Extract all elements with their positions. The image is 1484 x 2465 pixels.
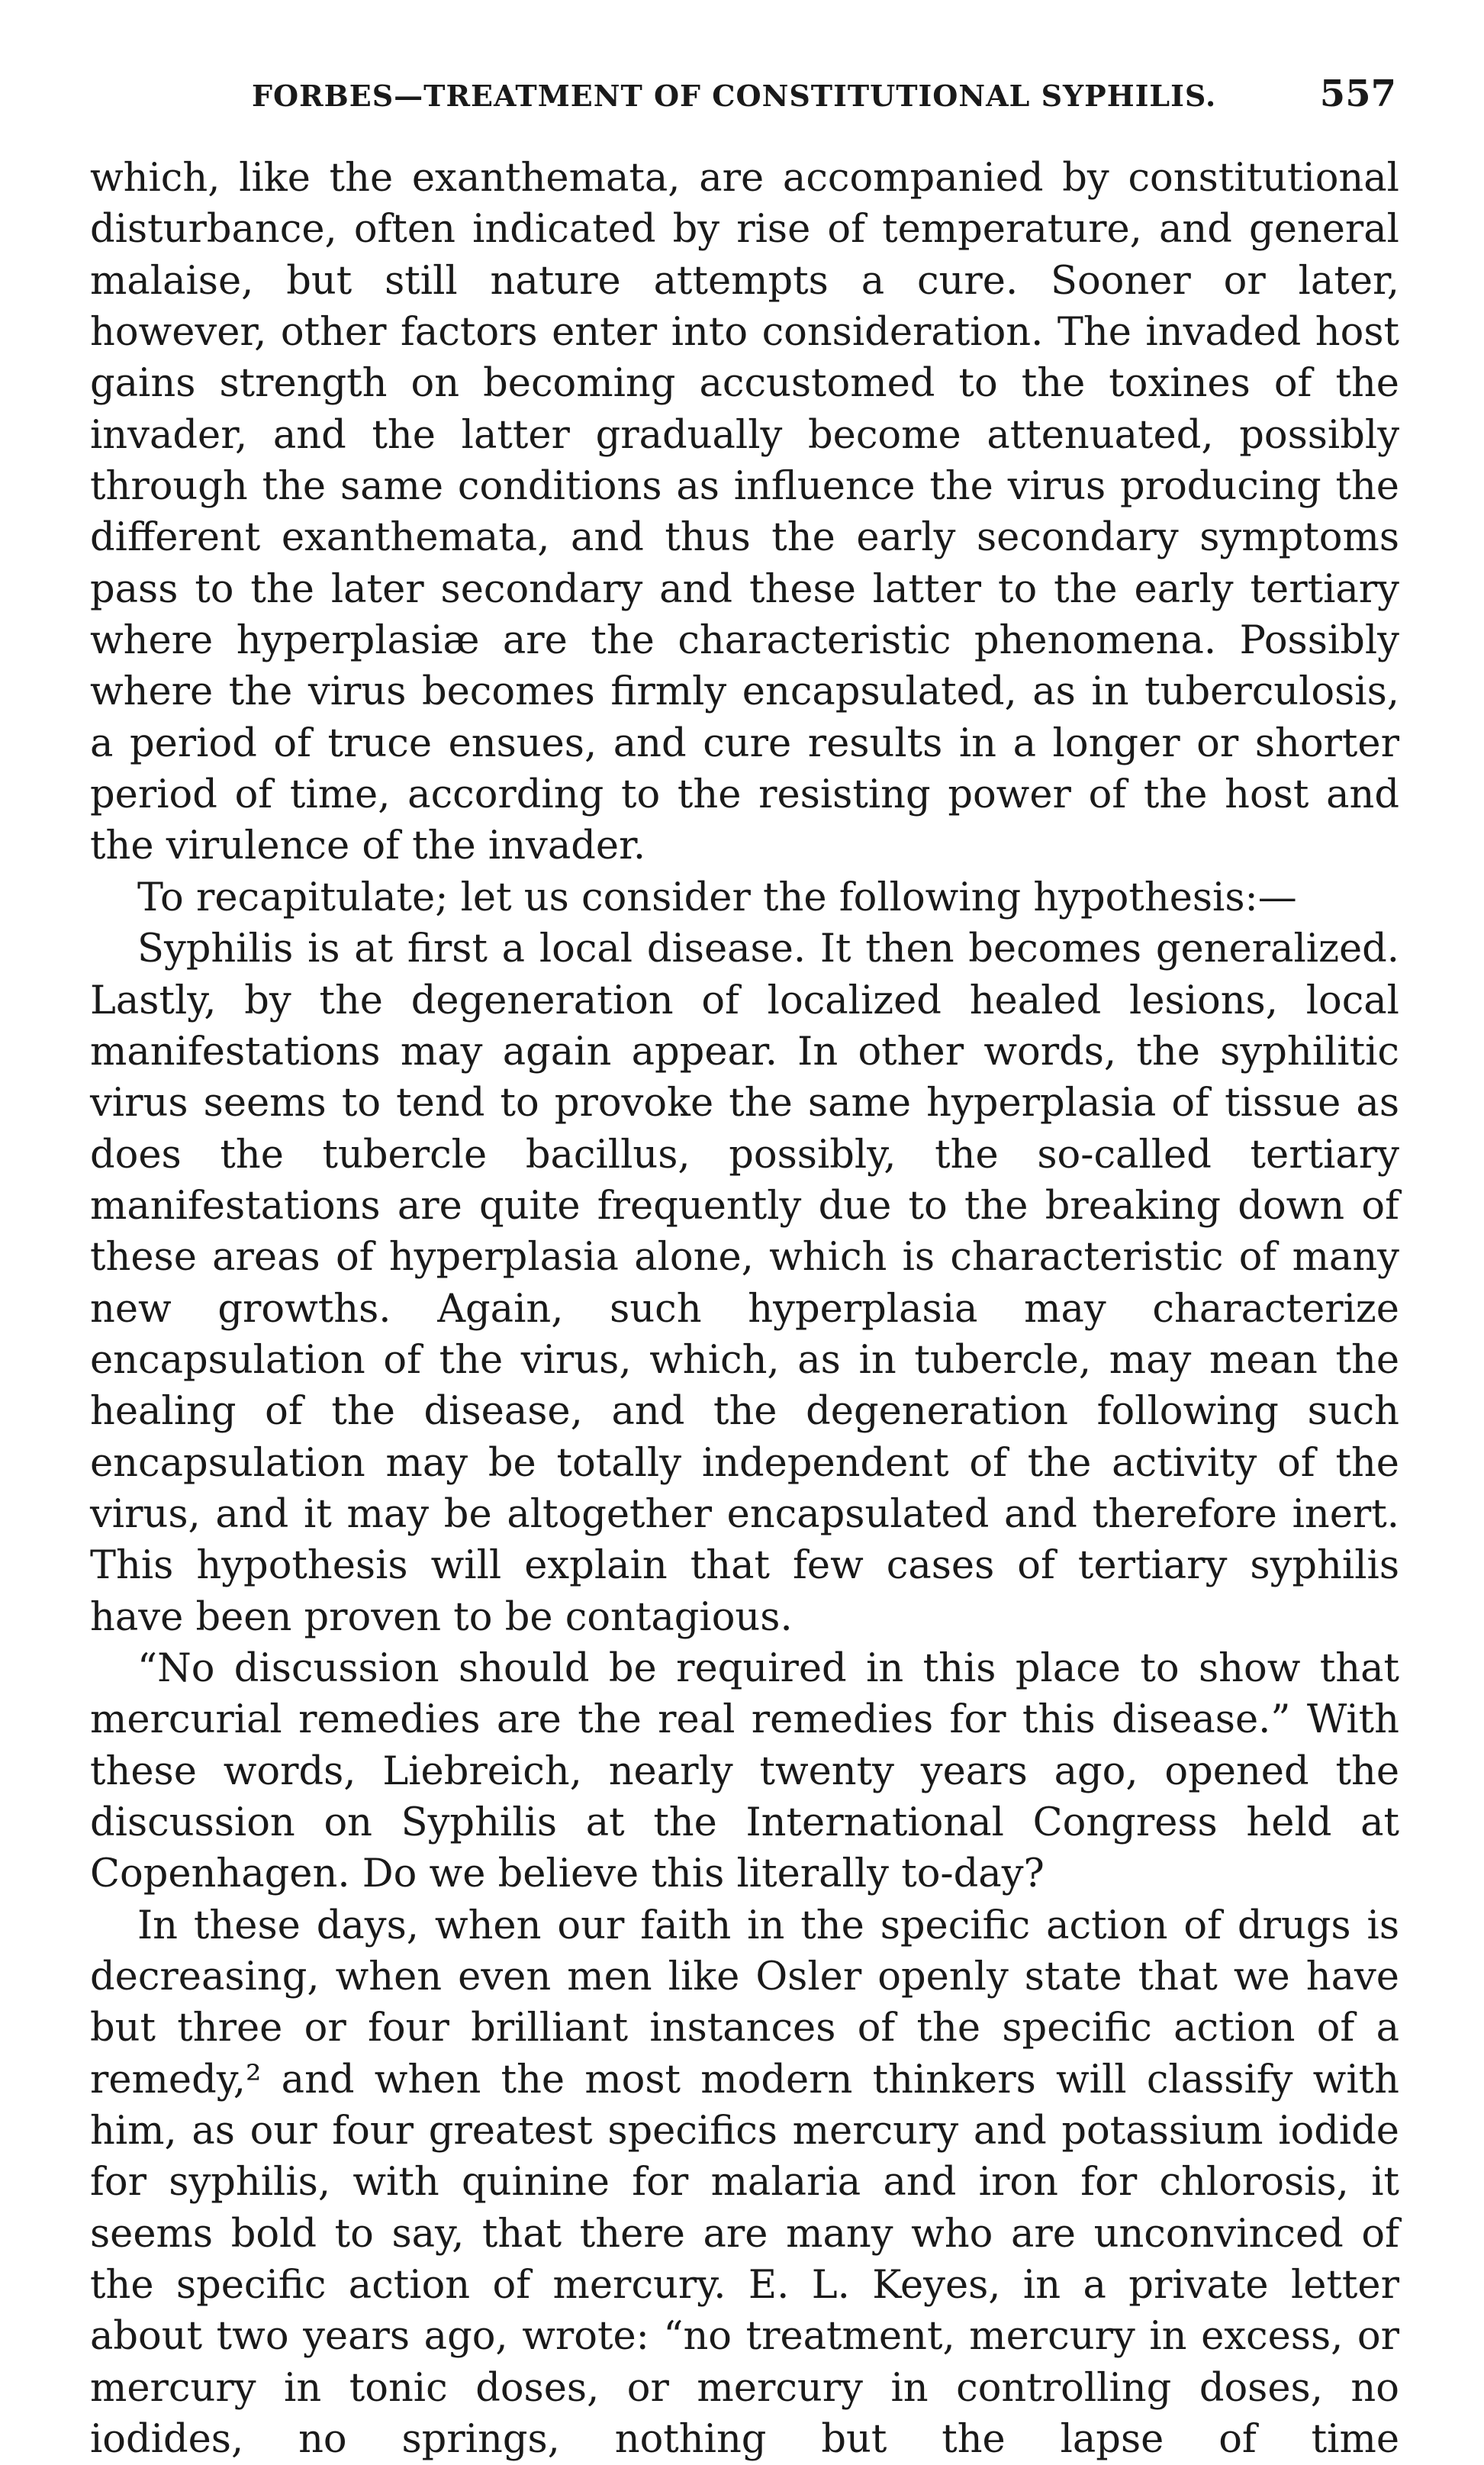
paragraph-hypothesis: Syphilis is at first a local disease. It then becomes generalized. Lastly, by the degeneration of localized healed lesions, local manifestations may again appear. In other words, the syphilitic virus seems to tend to provoke the same hyperplasia of tissue as does the tubercle bacillus, possibly, the so-called tertiary manifestations are quite frequently due to the breaking down of these areas of hyperplasia alone, which is characteristic of many new growths. Again, such hyperplasia may characterize encapsulation of the virus, which, as in tubercle, may mean the healing of the disease, and the degeneration following such encapsulation may be totally independent of the activity of the virus, and it may be altogether encapsulated and therefore inert. This hypothesis will explain that few cases of tertiary syphilis have been proven to be contagious. xyxy=(90,926,1399,1640)
paragraph-liebreich-quote: “No discussion should be required in this place to show that mercurial remedies are the real remedies for this disease.” With these words, Liebreich, nearly twenty years ago, opened the discussion on Syphilis at the International Congress held at Copenhagen. Do we believe this literally to-day? xyxy=(90,1645,1399,1897)
paragraph-specific-action: In these days, when our faith in the specific action of drugs is decreasing, when even men like Osler openly state that we have but three or four brilliant instances of the specific action of a remedy,² and when the most modern thinkers will classify with him, as our four greatest specifics mercury and potassium iodide for syphilis, with quinine for malaria and iron for chlorosis, it seems bold to say, that there are many who are unconvinced of the specific action of mercury. E. L. Keyes, in a private letter about two years ago, wrote: “no treatment, mercury in excess, or mercury in tonic doses, or mercury in controlling doses, no iodides, no springs, nothing but the lapse of time xyxy=(90,1903,1399,2463)
paragraph-continuation: which, like the exanthemata, are accompanied by constitutional disturbance, often indicated by rise of temperature, and general malaise, but still nature attempts a cure. Sooner or later, however, other factors enter into consideration. The invaded host gains strength on becoming accustomed to the toxines of the invader, and the latter gradually become attenuated, possibly through the same conditions as influence the virus producing the different exanthemata, and thus the early secondary symptoms pass to the later secondary and these latter to the early tertiary where hyperplasiæ are the characteristic phenomena. Possibly where the virus becomes firmly encapsulated, as in tuberculosis, a period of truce ensues, and cure results in a longer or shorter period of time, according to the resisting power of the host and the virulence of the invader. xyxy=(90,156,1399,869)
body-text xyxy=(90,153,1399,2465)
paragraph-recapitulate: To recapitulate; let us consider the following hypothesis:— xyxy=(137,875,1297,920)
page-number: 557 xyxy=(1319,72,1396,115)
running-head xyxy=(175,72,1396,126)
running-title: FORBES—TREATMENT OF CONSTITUTIONAL SYPHILIS. xyxy=(252,79,1217,113)
